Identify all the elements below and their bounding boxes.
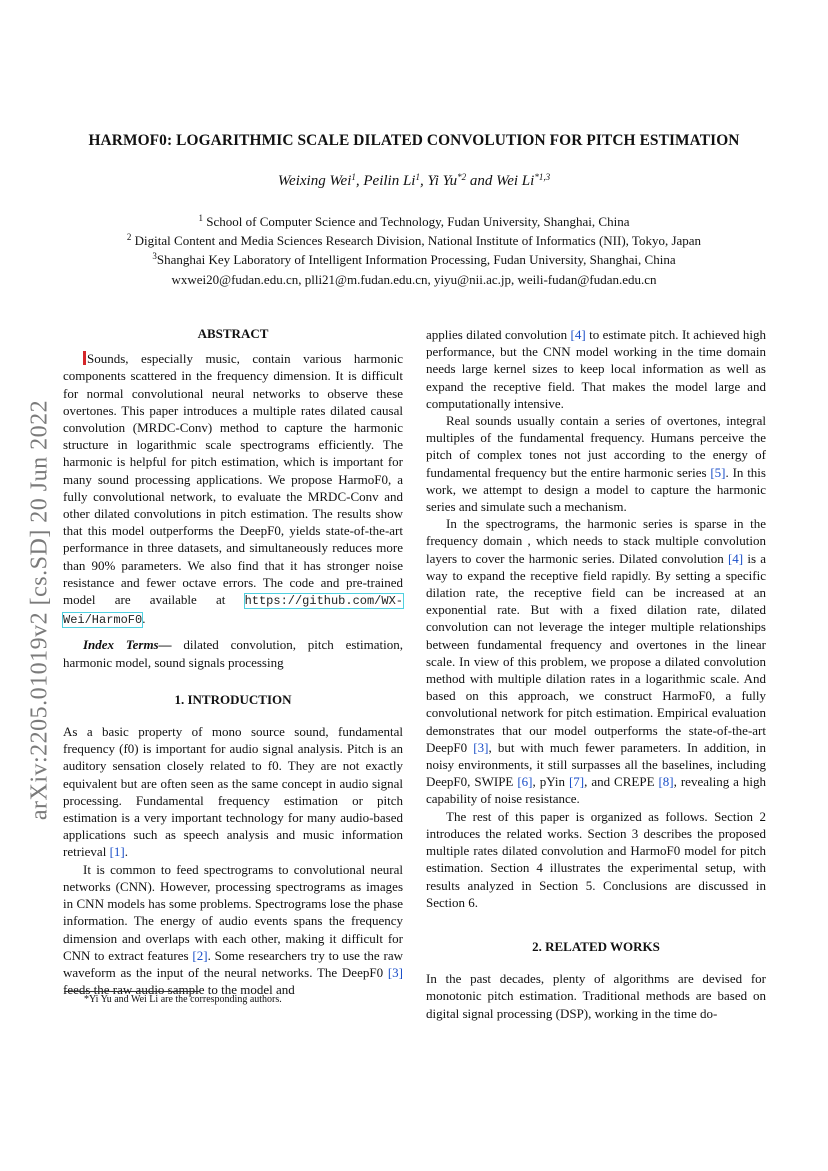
related-works-heading: 2. RELATED WORKS (532, 938, 660, 954)
author-and: and (469, 173, 493, 189)
affiliation-3: $^3$Shanghai Key Laboratory of Intelligent Information Processing, Fudan University, Shanghai, China (152, 251, 676, 267)
citation-link[interactable]: [2] (192, 947, 208, 963)
body-paragraph: In the spectrograms, the harmonic series is sparse in the frequency domain , which needs to stack multiple convolution layers to cover the harmonic series. Dilated convolution [4] is a way to expand the receptive field rapidly. By setting a specific dilation rate, the receptive field can be increased at an exponential rate. But with a fixed dilation rate, dilated convolution can not leverage the integer multiple relationships between fundamental frequency and overtones in the linear scale. In view of this problem, we propose a dilated convolution method with multiple dilation rates in a logarithmic scale. And based on this approach, we construct HarmoF0, a fully convolutional network for pitch estimation. Empirical evaluation demonstrates that our model outperforms the state-of-the-art DeepF0 [3], but with much fewer parameters. In addition, in noisy environments, it still surpasses all the baselines, including DeepF0, SWIPE [6], pYin [7], and CREPE [8], revealing a high capability of noise resistance. (426, 516, 766, 807)
citation-link[interactable]: [7] (568, 774, 585, 790)
author-sup: *2 (457, 172, 467, 182)
footnote: *Yi Yu and Wei Li are the corresponding authors. (84, 994, 282, 1005)
affiliation-1: $^1$ School of Computer Science and Technology, Fudan University, Shanghai, China (198, 213, 630, 229)
emails: wxwei20@fudan.edu.cn, plli21@m.fudan.edu.cn, yiyu@nii.ac.jp, weili-fudan@fudan.edu.cn (171, 272, 657, 287)
abstract-text: Sounds, especially music, contain various harmonic components scattered in the frequency dimension. It is difficult for normal convolutional neural networks to observe these overtones. This paper introduces a multiple rates dilated causal convolution (MRDC-Conv) method to capture the harmonic structure in logarithmic scale spectrograms efficiently. The harmonic is helpful for pitch estimation, which is important for many sound processing applications. We propose HarmoF0, a fully convolutional network, to evaluate the MRDC-Conv and other dilated convolutions in pitch estimation. The results show that this model outperforms the DeepF0, yields state-of-the-art performance in three datasets, and simultaneously reduces more than 90% parameters. We also find that it has stronger noise resistance and fewer octave errors. The code and pre-trained model are available at https://github.com/WX-Wei/HarmoF0. (63, 351, 403, 628)
citation-link[interactable]: [6] (517, 774, 533, 790)
citation-link[interactable]: [3] (473, 739, 489, 755)
arxiv-sidebar (10, 360, 70, 860)
body-paragraph: Real sounds usually contain a series of overtones, integral multiples of the fundamental frequency. Humans perceive the pitch of complex tones not just according to the energy of fundamental frequency but the entire harmonic series [5]. In this work, we attempt to design a model to capture the harmonic series and simulate such a mechanism. (426, 413, 766, 515)
abstract-heading: ABSTRACT (197, 326, 269, 341)
right-column (426, 326, 766, 1022)
author-list: Weixing Wei$^1$, Peilin Li$^1$, Yi Yu$^{*2}$ and Wei Li$^{*1,3}$ (277, 172, 551, 189)
author-name: Weixing Wei (277, 173, 352, 189)
introduction-heading: 1. INTRODUCTION (174, 691, 292, 707)
author-name: Yi Yu (427, 173, 458, 189)
index-terms: Index Terms— dilated convolution, pitch estimation, harmonic model, sound signals processing (63, 637, 403, 670)
body-paragraph: In the past decades, plenty of algorithms are devised for monotonic pitch estimation. Traditional methods are based on digital signal processing (DSP), working in the time do- (426, 971, 766, 1021)
affiliation-2: $^2$ Digital Content and Media Sciences Research Division, National Institute of Informatics (NII), Tokyo, Japan (126, 232, 702, 248)
arxiv-id: arXiv:2205.01019v2 [cs.SD] 20 Jun 2022 (26, 399, 53, 821)
left-column (63, 325, 403, 998)
body-paragraph: The rest of this paper is organized as follows. Section 2 introduces the related works. Section 3 describes the proposed multiple rates dilated convolution and HarmoF0 model for pitch estimation. Section 4 illustrates the experimental setup, with results analyzed in Section 5. Conclusions are discussed in Section 6. (426, 808, 766, 910)
paper-title: HARMOF0: LOGARITHMIC SCALE DILATED CONVOLUTION FOR PITCH ESTIMATION (88, 132, 740, 149)
citation-link[interactable]: [3] (387, 964, 403, 980)
code-link[interactable]: https://github.com/WX-Wei/HarmoF0 (63, 594, 403, 628)
highlight-mark (83, 351, 86, 365)
citation-link[interactable]: [1] (109, 844, 125, 860)
citation-link[interactable]: [4] (727, 550, 744, 566)
author-sup: 1 (351, 172, 356, 182)
author-name: Wei Li (496, 173, 535, 189)
intro-paragraph: As a basic property of mono source sound, fundamental frequency (f0) is important for audio signal analysis. Pitch is an auditory sensation closely related to f0. They are not exactly equivalent but are often seen as the same concept in audio signal processing. Fundamental frequency estimation or pitch estimation is a very important technology for many audio-based applications such as speech analysis and music information retrieval [1]. (63, 724, 403, 860)
author-sup: *1,3 (534, 172, 551, 182)
author-sup: 1 (415, 172, 420, 182)
body-paragraph: applies dilated convolution [4] to estimate pitch. It achieved high performance, but the CNN model working in the time domain needs large kernel sizes to keep local information as well as expand the receptive field. That makes the model large and computationally intensive. (426, 327, 766, 411)
citation-link[interactable]: [5] (710, 464, 726, 480)
citation-link[interactable]: [4] (570, 327, 586, 342)
intro-paragraph: It is common to feed spectrograms to convolutional neural networks (CNN). However, processing spectrograms as images in CNN models has some problems. Spectrograms lose the phase information. The energy of audio events spans the frequency dimension and overlaps with each other, making it difficult for CNN to extract features [2]. Some researchers try to use the raw waveform as the input of the neural networks. The DeepF0 [3] feeds the raw audio sample to the model and (63, 861, 403, 998)
author-name: Peilin Li (363, 173, 416, 189)
citation-link[interactable]: [8] (658, 774, 674, 790)
footnote-rule (64, 991, 200, 992)
